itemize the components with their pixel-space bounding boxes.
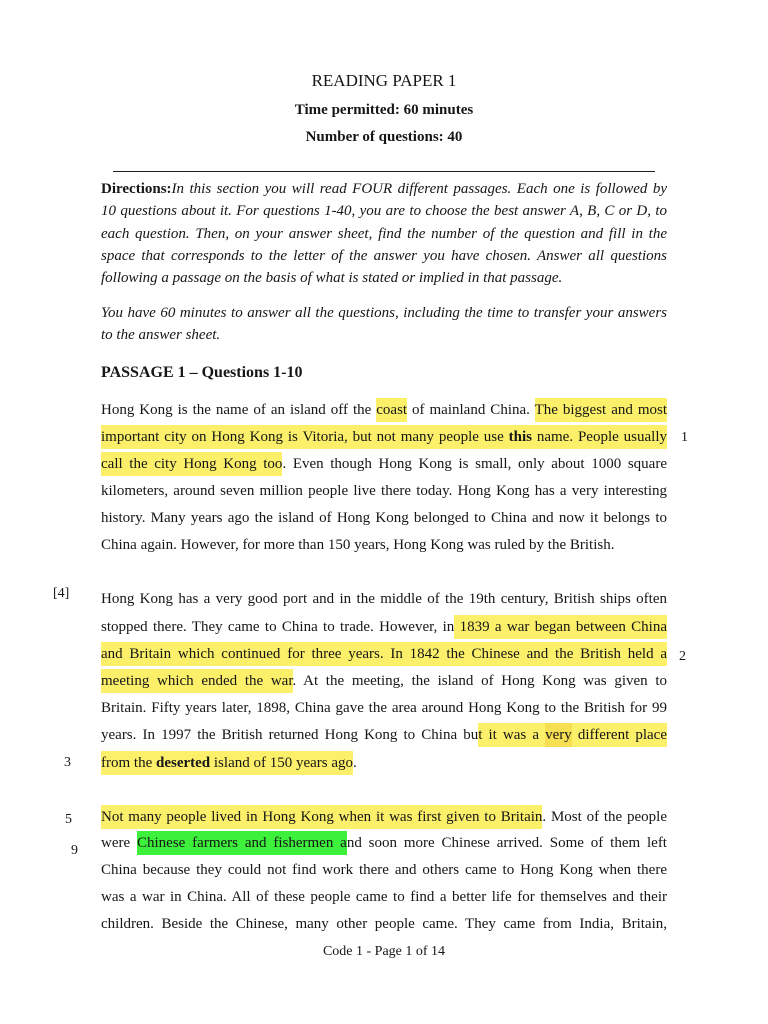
margin-number: 3 (64, 755, 71, 770)
passage-line (101, 397, 667, 424)
time-note-paragraph (101, 302, 667, 346)
text-segment: history. Many years ago the island of Hong Kong belonged to China and now it belongs to (101, 509, 667, 526)
text-segment: . (353, 754, 357, 771)
highlighted-text: different place (572, 723, 667, 747)
directions-line: each question. Then, on your answer sheet, find the number of the question and fill in the (101, 225, 667, 242)
text-segment: was a war in China. All of these people came to find a better life for themselves and their (101, 888, 667, 905)
text-segment: Hong Kong is the name of an island off the (101, 401, 377, 418)
passage-line (101, 884, 667, 911)
directions-line: 10 questions about it. For questions 1-40, you are to choose the best answer A, B, C or D, to (101, 203, 667, 220)
highlighted-text: t it was a (478, 723, 545, 747)
text-segment: . Most of the people (542, 808, 667, 825)
passage-line (101, 505, 667, 532)
time-note-line: to the answer sheet. (101, 327, 221, 343)
highlighted-text: 1839 a war began between China (454, 615, 667, 639)
directions-line (101, 178, 667, 200)
text-segment: stopped there. They came to China to trade. However, in (101, 618, 455, 635)
passage-line (101, 641, 667, 668)
text-segment: China again. However, for more than 150 years, Hong Kong was ruled by the British. (101, 536, 615, 553)
highlighted-bold-text: deserted (156, 751, 210, 775)
time-note-line: You have 60 minutes to answer all the questions, including the time to transfer your answers (101, 305, 667, 321)
number-of-questions: Number of questions: 40 (305, 129, 463, 145)
passage-line (101, 586, 667, 613)
passage-line (101, 830, 667, 857)
passage-heading: PASSAGE 1 – Questions 1-10 (101, 364, 303, 381)
text-segment: nd soon more Chinese arrived. Some of them left (346, 835, 667, 852)
passage-line (101, 614, 667, 641)
text-segment: were (101, 835, 137, 852)
passage-paragraph-3 (101, 804, 667, 938)
header-divider (113, 171, 655, 172)
text-segment: kilometers, around seven million people live there today. Hong Kong has a very interesting (101, 482, 667, 499)
passage-line (101, 695, 667, 722)
text-segment: years. In 1997 the British returned Hong Kong to China bu (101, 727, 479, 744)
text-segment: . At the meeting, the island of Hong Kong was given to (292, 672, 667, 689)
page-title: READING PAPER 1 (311, 71, 457, 90)
passage-line (101, 750, 667, 777)
directions-line: space that corresponds to the letter of the answer you have chosen. Answer all questions (101, 247, 667, 264)
directions-paragraph (101, 178, 667, 289)
highlighted-text: island of 150 years ago (210, 751, 353, 775)
directions-text: In this section you will read FOUR different passages. Each one is followed by (171, 181, 667, 197)
margin-number: 1 (681, 430, 688, 445)
directions-line: following a passage on the basis of what is stated or implied in that passage. (101, 270, 563, 286)
passage-line (101, 451, 667, 478)
directions-label: Directions: (101, 181, 172, 197)
passage-line (101, 424, 667, 451)
time-permitted: Time permitted: 60 minutes (294, 102, 474, 118)
passage-paragraph-1 (101, 397, 667, 559)
text-segment: Hong Kong has a very good port and in the middle of the 19th century, British ships often (101, 591, 667, 608)
highlighted-text: meeting which ended the war (101, 669, 293, 693)
highlighted-bold-text: this (509, 425, 532, 449)
margin-number: 2 (679, 649, 686, 664)
highlighted-text: call the city Hong Kong too (101, 452, 282, 476)
text-segment: China because they could not find work there and others came to Hong Kong when there (101, 862, 667, 879)
passage-line (101, 804, 667, 831)
margin-number: 5 (65, 812, 72, 827)
passage-line (101, 722, 667, 749)
passage-line (101, 532, 667, 559)
passage-line (101, 857, 667, 884)
highlighted-text: name. People usually (532, 425, 667, 449)
green-highlighted-text: Chinese farmers and fishermen a (137, 831, 347, 855)
margin-bracket-number: [4] (53, 586, 70, 601)
highlighted-text: Not many people lived in Hong Kong when it was first given to Britain (101, 805, 542, 829)
highlighted-text: coast (376, 398, 407, 422)
highlighted-text: The biggest and most (535, 398, 667, 422)
highlighted-text: and Britain which continued for three years. In 1842 the Chinese and the British held a (101, 642, 667, 666)
passage-paragraph-2 (101, 586, 667, 776)
page-footer: Code 1 - Page 1 of 14 (322, 944, 446, 959)
text-segment: children. Beside the Chinese, many other people came. They came from India, Britain, (101, 915, 667, 932)
highlighted-text: from the (101, 751, 156, 775)
passage-line (101, 911, 667, 938)
highlighted-text: important city on Hong Kong is Vitoria, but not many people use (101, 425, 509, 449)
text-segment: Britain. Fifty years later, 1898, China gave the area around Hong Kong to the British for 99 (101, 700, 667, 717)
highlighted-text: very (545, 723, 572, 747)
passage-line (101, 668, 667, 695)
passage-line (101, 478, 667, 505)
text-segment: of mainland China. (407, 401, 535, 418)
margin-number: 9 (71, 843, 78, 858)
text-segment: . Even though Hong Kong is small, only about 1000 square (282, 455, 667, 472)
